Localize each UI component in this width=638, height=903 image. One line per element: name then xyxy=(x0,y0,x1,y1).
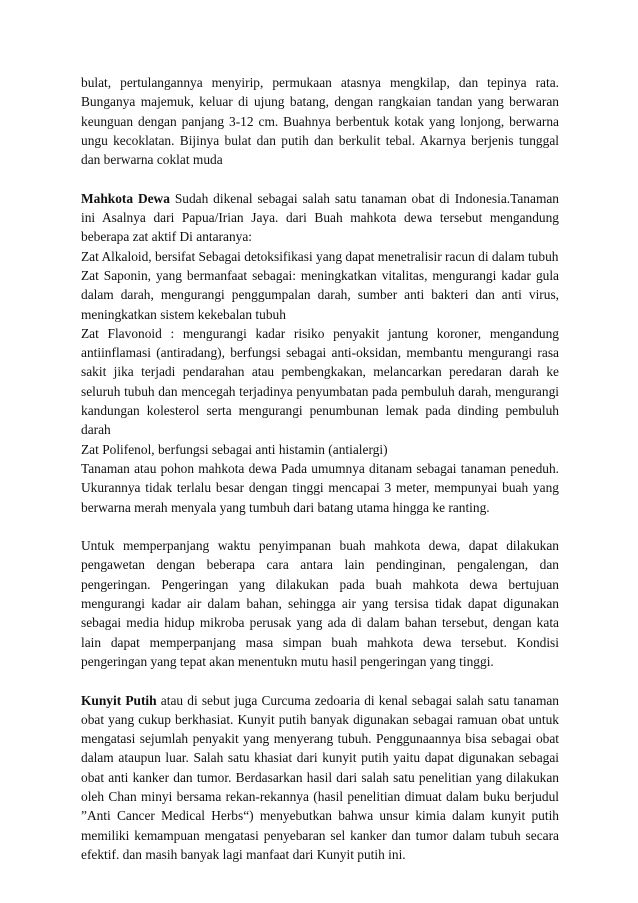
penyimpanan-paragraph: Untuk memperpanjang waktu penyimpanan buah mahkota dewa, dapat dilakukan pengawetan dengan beberapa cara antara lain pendinginan, pengalengan, dan pengeringan. Pengeringan yang dilakukan pada buah mahkota dewa bertujuan mengurangi kadar air dalam bahan, sehingga air yang tersisa tidak dapat digunakan sebagai media hidup mikroba perusak yang ada di dalam bahan tersebut, dengan kata lain dapat memperpanjang masa simpan buah mahkota dewa tersebut. Kondisi pengeringan yang tepat akan menentukn mutu hasil pengeringan yang tinggi. xyxy=(81,538,559,669)
kunyit-putih-heading: Kunyit Putih xyxy=(81,692,157,708)
tanaman-paragraph: Tanaman atau pohon mahkota dewa Pada umumnya ditanam sebagai tanaman peneduh. Ukurannya tidak terlalu besar dengan tinggi mencapai 3 meter, mempunyai buah yang berwarna merah menyala yang tumbuh dari batang utama hingga ke ranting. xyxy=(81,460,559,515)
mahkota-dewa-heading: Mahkota Dewa xyxy=(81,190,170,206)
zat-alkaloid: Zat Alkaloid, bersifat Sebagai detoksifikasi yang dapat menetralisir racun di dalam tubuh xyxy=(81,248,559,264)
zat-saponin: Zat Saponin, yang bermanfaat sebagai: meningkatkan vitalitas, mengurangi kadar gula dalam darah, mengurangi penggumpalan darah, sumber anti bakteri dan anti virus, meningkatkan sistem kekebalan tubuh xyxy=(81,267,559,322)
kunyit-putih-text: atau di sebut juga Curcuma zedoaria di kenal sebagai salah satu tanaman obat yang cukup berkhasiat. Kunyit putih banyak digunakan sebagai ramuan obat untuk mengatasi sejumlah penyakit yang menyerang tubuh. Penggunaannya bisa sebagai obat dalam ataupun luar. Salah satu khasiat dari kunyit putih yaitu dapat digunakan sebagai obat anti kanker dan tumor. Berdasarkan hasil dari salah satu penelitian yang dilakukan oleh Chan minyi bersama rekan-rekannya (hasil penelitian dimuat dalam buku berjudul ”Anti Cancer Medical Herbs“) menyebutkan bahwa unsur kimia dalam kunyit putih memiliki kemampuan mengatasi penyebaran sel kanker dan tumor dalam tubuh secara efektif. dan masih banyak lagi manfaat dari Kunyit putih ini. xyxy=(81,692,560,862)
zat-polifenol: Zat Polifenol, berfungsi sebagai anti histamin (antialergi) xyxy=(81,441,388,457)
intro-paragraph: bulat, pertulangannya menyirip, permukaan atasnya mengkilap, dan tepinya rata. Bunganya majemuk, keluar di ujung batang, dengan rangkaian tandan yang berwaran keunguan dengan panjang 3-12 cm. Buahnya berbentuk kotak yang lonjong, berwarna ungu kecoklatan. Bijinya bulat dan putih dan berkulit tebal. Akarnya berjenis tunggal dan berwarna coklat muda xyxy=(81,75,559,168)
mahkota-dewa-paragraph xyxy=(81,189,559,247)
paragraph-gap xyxy=(81,671,559,690)
zat-flavonoid: Zat Flavonoid : mengurangi kadar risiko penyakit jantung koroner, mengandung antiinflamasi (antiradang), berfungsi sebagai anti-oksidan, membantu mengurangi rasa sakit jika terjadi pendarahan atau pembengkakan, melancarkan peredaran darah ke seluruh tubuh dan mencegah terjadinya penyumbatan pada pembuluh darah, mengurangi kandungan kolesterol serta mengurangi penumbunan lemak pada dinding pembuluh darah xyxy=(81,325,559,438)
kunyit-putih-paragraph xyxy=(81,691,559,865)
mahkota-dewa-text: Sudah dikenal sebagai salah satu tanaman obat di Indonesia.Tanaman ini Asalnya dari Papua/Irian Jaya. dari Buah mahkota dewa tersebut mengandung beberapa zat aktif Di antaranya: xyxy=(81,190,559,245)
paragraph-gap xyxy=(81,169,559,188)
paragraph-gap xyxy=(81,517,559,536)
